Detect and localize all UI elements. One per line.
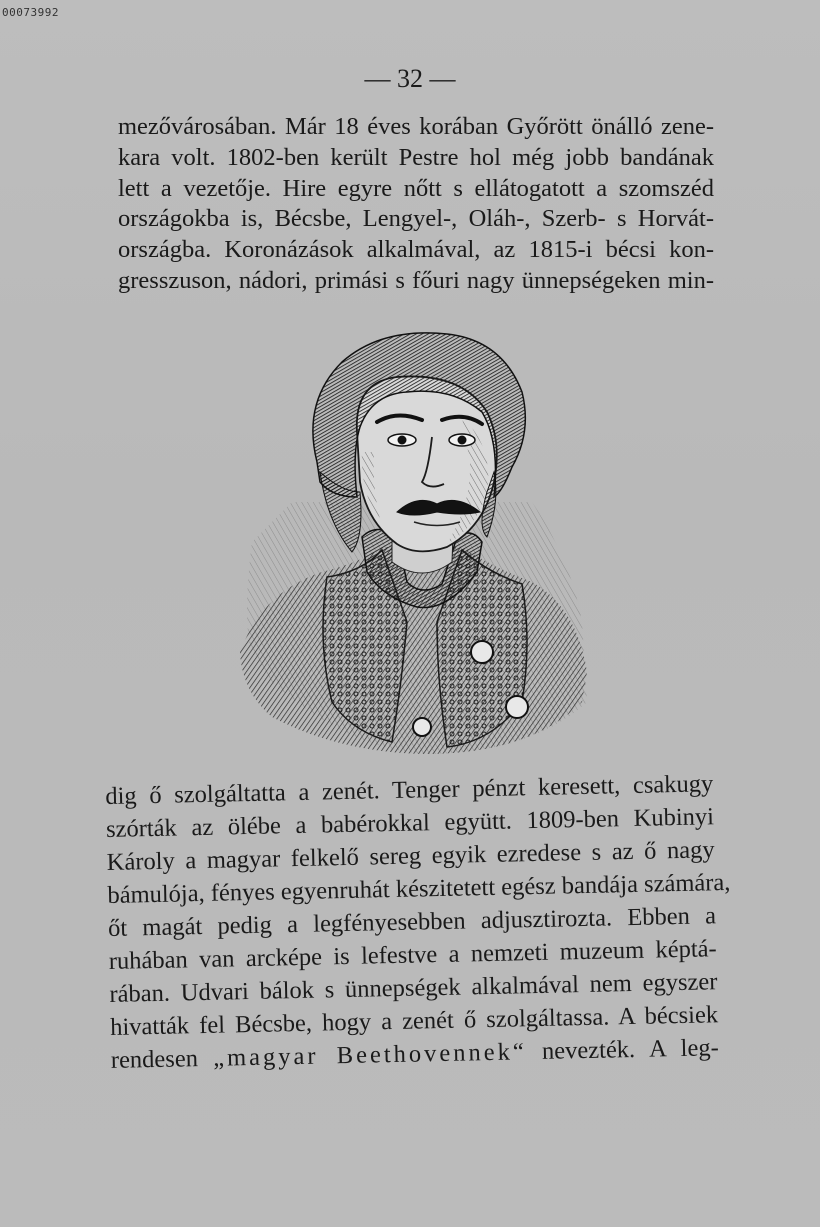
paragraph-bottom [105, 767, 731, 1077]
text-line: rában. Udvari bálok s ünnepségek alkalmával nem egyszer [109, 968, 718, 1008]
text-line: őt magát pedig a legfényesebben adjusztirozta. Ebben a [107, 902, 717, 942]
text-line: szórták az ölébe a babérokkal együtt. 1809-ben Kubinyi [105, 803, 715, 843]
text-line: országokba is, Bécsbe, Lengyel-, Oláh-, Szerb- s Horvát- [118, 205, 714, 233]
text-line: mezővárosában. Már 18 éves korában Győrött önálló zene- [118, 113, 714, 140]
text-segment: nevezték. A leg- [526, 1034, 720, 1066]
text-line: kara volt. 1802-ben került Pestre hol még jobb bandának [118, 143, 714, 171]
text-line: lett a vezetője. Hire egyre nőtt s ellátogatott a szomszéd [118, 174, 714, 202]
text-line: országba. Koronázások alkalmával, az 1815-i bécsi kon- [118, 236, 714, 264]
portrait-engraving [232, 322, 592, 757]
paragraph-top [118, 112, 714, 297]
text-line: gresszuson, nádori, primási s főuri nagy ünnepségeken min- [118, 266, 714, 294]
text-line: ruhában van arcképe is lefestve a nemzeti muzeum képtá- [108, 935, 717, 975]
emphasized-title: „magyar Beethovennek“ [212, 1038, 528, 1072]
page-number: — 32 — [364, 64, 456, 93]
scan-id-label: 00073992 [2, 6, 59, 19]
text-line: hivatták fel Bécsbe, hogy a zenét ő szolgáltassa. A bécsiek [109, 1001, 719, 1041]
text-segment: rendesen [110, 1044, 214, 1074]
text-line: bámulója, fényes egyenruhát készitetett egész bandája számára, [107, 868, 731, 909]
text-line: Károly a magyar felkelő sereg egyik ezredese s az ő nagy [106, 836, 715, 876]
text-line: dig ő szolgáltatta a zenét. Tenger pénzt keresett, csakugy [105, 770, 714, 810]
